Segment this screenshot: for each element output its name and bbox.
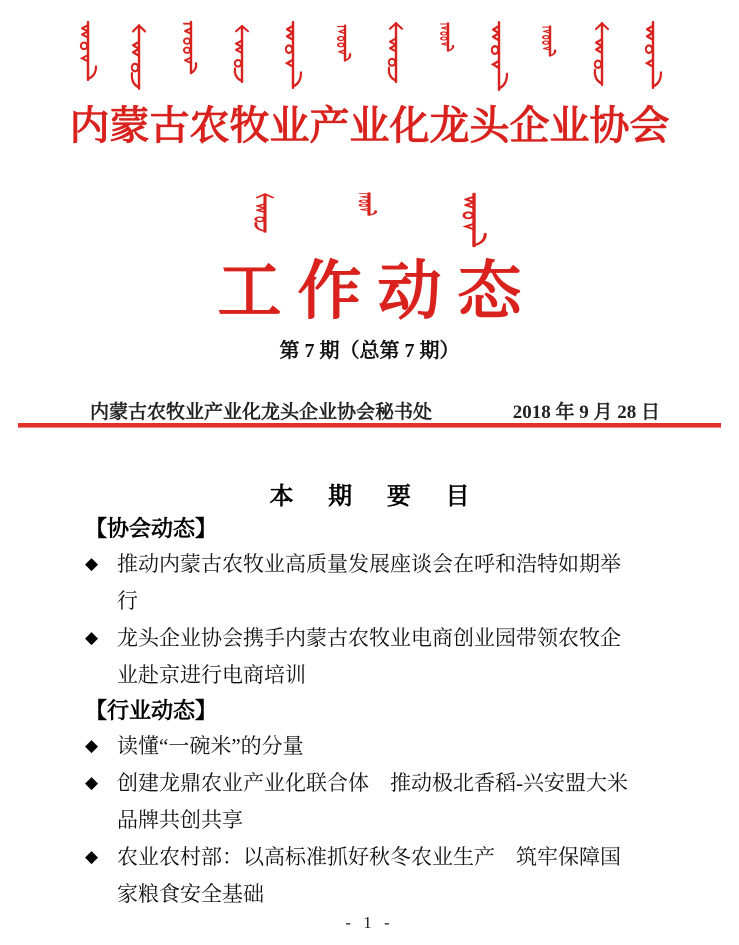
toc-section-label: 【协会动态】 — [85, 516, 218, 541]
diamond-bullet-icon: ◆ — [85, 628, 99, 648]
mongolian-script-word-icon — [129, 22, 149, 92]
toc-section-label: 【行业动态】 — [85, 698, 218, 723]
bulletin-title: 工作动态 — [217, 256, 538, 327]
mongolian-script-word-icon — [252, 192, 278, 234]
mongolian-script-word-icon — [335, 24, 355, 62]
toc-heading: 本 期 要 目 — [269, 483, 484, 510]
mongolian-script-word-icon — [283, 20, 303, 90]
header-rule-divider — [18, 423, 721, 428]
toc-item-text: 农业农村部：以高标准抓好秋冬农业生产 筑牢保障国家粮食安全基础 — [117, 845, 621, 906]
mongolian-script-row-top — [78, 20, 663, 92]
mongolian-script-word-icon — [540, 25, 560, 57]
mongolian-script-word-icon — [232, 23, 252, 85]
mongolian-script-word-icon — [386, 20, 406, 85]
toc-item — [85, 839, 660, 913]
mongolian-script-word-icon — [356, 192, 382, 216]
toc-item — [85, 546, 660, 620]
toc-item-text: 推动内蒙古农牧业高质量发展座谈会在呼和浩特如期举行 — [117, 552, 621, 613]
toc-item — [85, 765, 660, 839]
diamond-bullet-icon: ◆ — [85, 554, 99, 574]
toc-item-text: 读懂“一碗米”的分量 — [117, 734, 304, 758]
publisher-row — [90, 397, 660, 424]
diamond-bullet-icon: ◆ — [85, 847, 99, 867]
mongolian-script-word-icon — [438, 22, 458, 52]
page-number: - 1 - — [345, 913, 394, 932]
mongolian-script-word-icon — [643, 20, 663, 90]
diamond-bullet-icon: ◆ — [85, 736, 99, 756]
toc-item-text: 创建龙鼎农业产业化联合体 推动极北香稻-兴安盟大米品牌共创共享 — [117, 771, 628, 832]
toc-item-text: 龙头企业协会携手内蒙古农牧业电商创业园带领农牧企业赴京进行电商培训 — [117, 626, 621, 687]
org-name-title: 内蒙古农牧业产业化龙头企业协会 — [69, 103, 670, 148]
publisher-name: 内蒙古农牧业产业化龙头企业协会秘书处 — [90, 402, 433, 423]
toc-item — [85, 620, 660, 694]
toc-list — [85, 512, 660, 913]
diamond-bullet-icon: ◆ — [85, 773, 99, 793]
issue-date: 2018 年 9 月 28 日 — [512, 402, 660, 423]
mongolian-script-word-icon — [592, 20, 612, 88]
mongolian-script-word-icon — [78, 20, 98, 82]
toc-item — [85, 728, 660, 765]
mongolian-script-word-icon — [181, 20, 201, 75]
issue-line: 第 7 期（总第 7 期） — [279, 340, 460, 362]
mongolian-script-word-icon — [489, 20, 509, 92]
